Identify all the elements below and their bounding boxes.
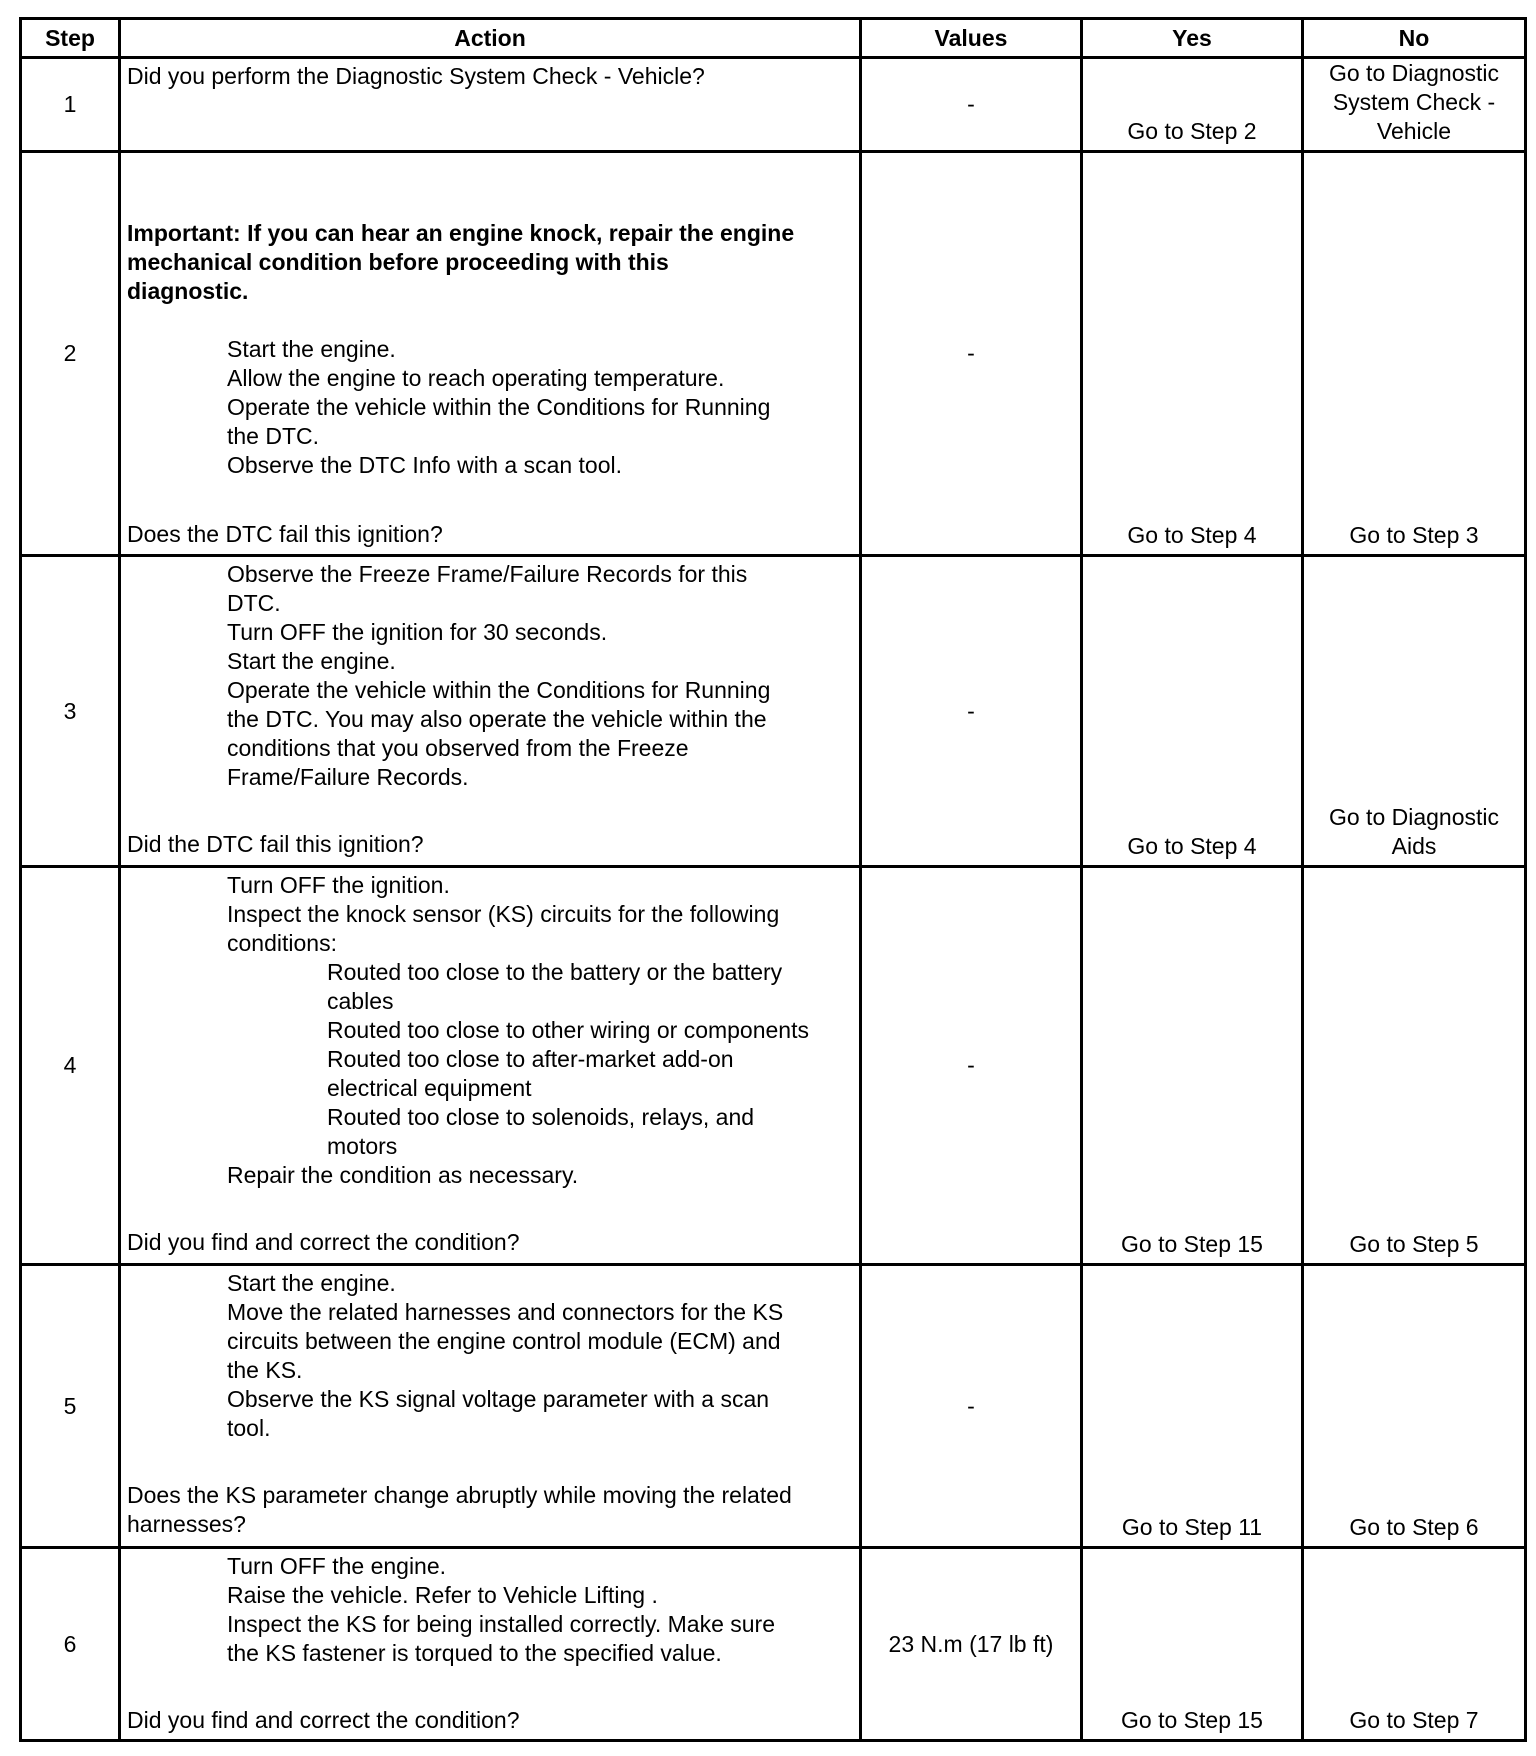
procedure-line: conditions:: [227, 930, 337, 956]
procedure-line: circuits between the engine control module (ECM) and: [227, 1328, 781, 1354]
action-cell: [120, 58, 861, 152]
important-line: diagnostic.: [127, 278, 249, 304]
condition-list: [127, 958, 853, 1161]
procedure-line: Observe the DTC Info with a scan tool.: [227, 452, 623, 478]
question-line: Does the KS parameter change abruptly while moving the related: [127, 1482, 792, 1508]
condition-line: Routed too close to solenoids, relays, and: [327, 1104, 755, 1130]
no-cell: Go to Step 3: [1303, 152, 1526, 556]
procedure-line: the DTC. You may also operate the vehicle within the: [227, 706, 767, 732]
action-cell: [120, 152, 861, 556]
yes-cell: Go to Step 4: [1082, 152, 1303, 556]
procedure-line: Start the engine.: [227, 1270, 396, 1296]
header-action: Action: [120, 19, 861, 58]
procedure-line: Observe the Freeze Frame/Failure Records for this: [227, 561, 748, 587]
value-cell: -: [861, 58, 1082, 152]
action-cell: [120, 556, 861, 867]
procedure-line: DTC.: [227, 590, 281, 616]
table-row: [21, 1548, 1526, 1741]
condition-line: Routed too close to after-market add-on: [327, 1046, 734, 1072]
procedure-line: Inspect the knock sensor (KS) circuits for the following: [227, 901, 780, 927]
step-number: 4: [21, 867, 120, 1265]
step-number: 1: [21, 58, 120, 152]
no-line: System Check -: [1332, 89, 1496, 115]
value-cell: 23 N.m (17 lb ft): [861, 1548, 1082, 1741]
action-cell: [120, 1548, 861, 1741]
procedure-line: Repair the condition as necessary.: [227, 1162, 579, 1188]
procedure-line: Raise the vehicle. Refer to Vehicle Lifting .: [227, 1582, 658, 1608]
condition-line: Routed too close to other wiring or components: [327, 1017, 809, 1043]
important-line: mechanical condition before proceeding with this: [127, 249, 669, 275]
procedure-line: Turn OFF the ignition.: [227, 872, 450, 898]
no-line: Vehicle: [1376, 118, 1452, 144]
action-question: Did you perform the Diagnostic System Check - Vehicle?: [127, 63, 705, 89]
condition-line: electrical equipment: [327, 1075, 532, 1101]
value-cell: -: [861, 556, 1082, 867]
condition-line: cables: [327, 988, 394, 1014]
step-number: 5: [21, 1265, 120, 1548]
diagnostic-table: [19, 17, 1527, 1742]
procedure-line: the KS.: [227, 1357, 303, 1383]
no-line: Go to Diagnostic: [1328, 60, 1500, 86]
value-cell: -: [861, 867, 1082, 1265]
procedure-line: Start the engine.: [227, 336, 396, 362]
procedure-line: Turn OFF the ignition for 30 seconds.: [227, 619, 608, 645]
yes-cell: Go to Step 11: [1082, 1265, 1303, 1548]
no-line: Aids: [1391, 833, 1437, 859]
question-line: harnesses?: [127, 1511, 246, 1537]
condition-line: Routed too close to the battery or the battery: [327, 959, 783, 985]
procedure-line: Move the related harnesses and connectors for the KS: [227, 1299, 784, 1325]
procedure-line: tool.: [227, 1415, 271, 1441]
procedure-line: the KS fastener is torqued to the specified value.: [227, 1640, 722, 1666]
procedure-line: Operate the vehicle within the Conditions for Running: [227, 394, 771, 420]
value-cell: -: [861, 1265, 1082, 1548]
action-question: Does the DTC fail this ignition?: [127, 521, 443, 547]
procedure-line: conditions that you observed from the Freeze: [227, 735, 689, 761]
procedure-line: the DTC.: [227, 423, 320, 449]
procedure-line: Allow the engine to reach operating temperature.: [227, 365, 725, 391]
no-cell: [1303, 556, 1526, 867]
action-question: [127, 1481, 853, 1539]
value-cell: -: [861, 152, 1082, 556]
procedure-steps: [127, 1161, 853, 1190]
yes-cell: Go to Step 15: [1082, 1548, 1303, 1741]
header-yes: Yes: [1082, 19, 1303, 58]
no-cell: Go to Step 6: [1303, 1265, 1526, 1548]
no-cell: Go to Step 7: [1303, 1548, 1526, 1741]
table-row: [21, 152, 1526, 556]
table-row: [21, 867, 1526, 1265]
header-step: Step: [21, 19, 120, 58]
action-question: Did you find and correct the condition?: [127, 1229, 520, 1255]
step-number: 6: [21, 1548, 120, 1741]
procedure-line: Frame/Failure Records.: [227, 764, 469, 790]
yes-cell: Go to Step 15: [1082, 867, 1303, 1265]
header-row: [21, 19, 1526, 58]
table-row: [21, 58, 1526, 152]
condition-line: motors: [327, 1133, 398, 1159]
procedure-line: Observe the KS signal voltage parameter with a scan: [227, 1386, 770, 1412]
procedure-line: Start the engine.: [227, 648, 396, 674]
action-question: Did you find and correct the condition?: [127, 1707, 520, 1733]
procedure-steps: [127, 871, 853, 958]
procedure-steps: [127, 335, 853, 480]
action-cell: [120, 1265, 861, 1548]
procedure-line: Operate the vehicle within the Conditions for Running: [227, 677, 771, 703]
yes-cell: Go to Step 2: [1082, 58, 1303, 152]
yes-cell: Go to Step 4: [1082, 556, 1303, 867]
procedure-line: Inspect the KS for being installed correctly. Make sure: [227, 1611, 776, 1637]
action-cell: [120, 867, 861, 1265]
header-no: No: [1303, 19, 1526, 58]
table-row: [21, 556, 1526, 867]
procedure-line: Turn OFF the engine.: [227, 1553, 447, 1579]
no-line: Go to Diagnostic: [1328, 804, 1500, 830]
important-note: [127, 219, 853, 306]
step-number: 2: [21, 152, 120, 556]
important-line: Important: If you can hear an engine knock, repair the engine: [127, 220, 795, 246]
step-number: 3: [21, 556, 120, 867]
action-question: Did the DTC fail this ignition?: [127, 831, 424, 857]
procedure-steps: [127, 1269, 853, 1443]
no-cell: Go to Step 5: [1303, 867, 1526, 1265]
procedure-steps: [127, 560, 853, 792]
table-row: [21, 1265, 1526, 1548]
no-cell: [1303, 58, 1526, 152]
header-values: Values: [861, 19, 1082, 58]
procedure-steps: [127, 1552, 853, 1668]
